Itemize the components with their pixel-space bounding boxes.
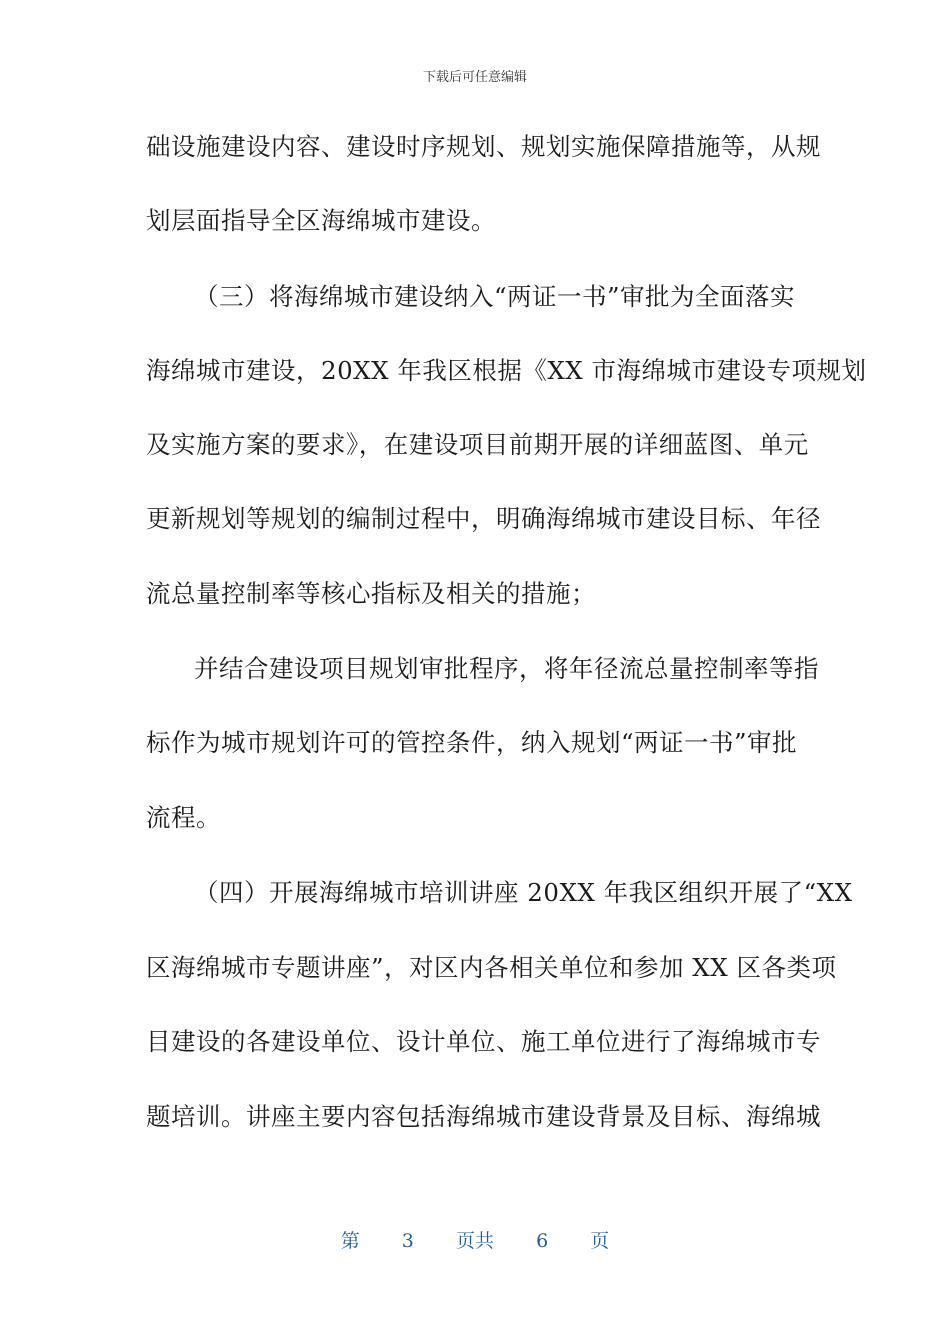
header-note: 下载后可任意编辑 — [422, 70, 527, 85]
body-line-11: （四）开展海绵城市培训讲座 20XX 年我区组织开展了“XX — [194, 878, 853, 907]
body-line-13: 目建设的各建设单位、设计单位、施工单位进行了海绵城市专 — [146, 1027, 821, 1056]
footer-total-pages: 6 — [536, 1230, 549, 1252]
footer-page-prefix: 第 — [340, 1230, 360, 1252]
body-line-7: 流总量控制率等核心指标及相关的措施； — [146, 579, 596, 608]
body-line-12: 区海绵城市专题讲座”，对区内各相关单位和参加 XX 区各类项 — [146, 953, 837, 982]
body-line-8: 并结合建设项目规划审批程序，将年径流总量控制率等指 — [194, 654, 819, 683]
body-line-14: 题培训。讲座主要内容包括海绵城市建设背景及目标、海绵城 — [146, 1102, 821, 1131]
body-line-2: 划层面指导全区海绵城市建设。 — [146, 206, 496, 235]
body-line-9: 标作为城市规划许可的管控条件，纳入规划“两证一书”审批 — [146, 728, 798, 757]
body-line-3: （三）将海绵城市建设纳入“两证一书”审批为全面落实 — [194, 282, 796, 311]
body-line-5: 及实施方案的要求》，在建设项目前期开展的详细蓝图、单元 — [146, 430, 809, 459]
body-line-1: 础设施建设内容、建设时序规划、规划实施保障措施等，从规 — [146, 132, 821, 161]
body-line-4: 海绵城市建设，20XX 年我区根据《XX 市海绵城市建设专项规划 — [146, 356, 867, 385]
footer-page-mid: 页共 — [455, 1230, 494, 1252]
footer-current-page: 3 — [401, 1230, 414, 1252]
body-line-10: 流程。 — [146, 803, 221, 832]
body-line-6: 更新规划等规划的编制过程中，明确海绵城市建设目标、年径 — [146, 504, 821, 533]
page-footer — [0, 1226, 950, 1253]
footer-page-suffix: 页 — [590, 1230, 610, 1252]
